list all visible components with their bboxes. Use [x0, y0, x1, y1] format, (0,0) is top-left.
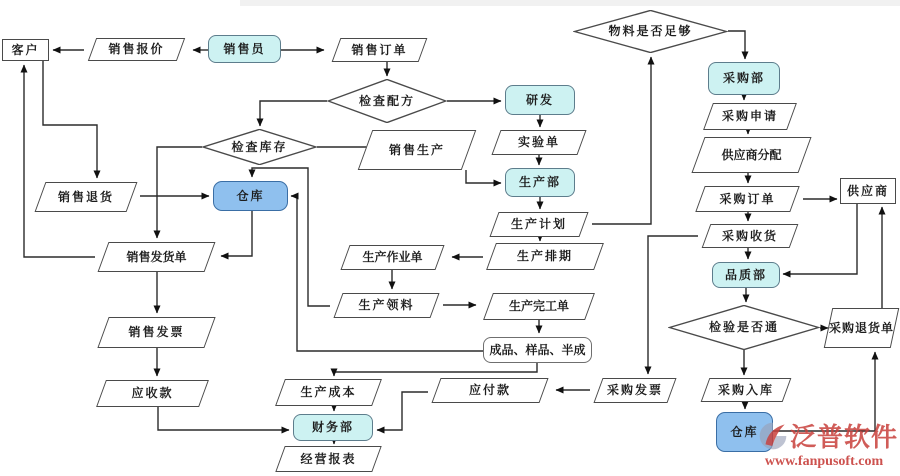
node-label: 采购收货 [721, 228, 778, 243]
watermark-brand: 泛普软件 [789, 423, 898, 453]
node-warehouse-1 [213, 181, 288, 211]
node-production-job [337, 245, 448, 270]
node-label: 采购发票 [606, 383, 663, 398]
node-label: 采购入库 [717, 382, 774, 397]
node-label: 检查库存 [231, 139, 288, 154]
watermark [750, 417, 898, 470]
node-production-dept [505, 168, 575, 197]
node-production-finish [480, 293, 598, 320]
node-label: 销售报价 [108, 42, 165, 57]
node-purchase-return [823, 308, 900, 348]
node-production-schedule [483, 243, 607, 270]
node-purchase-order [692, 186, 803, 212]
node-label: 供应商分配 [721, 147, 782, 162]
node-finished-goods [483, 337, 592, 363]
node-lab-sheet [488, 130, 590, 155]
node-label: 销售生产 [388, 142, 445, 157]
node-label: 销售订单 [351, 42, 408, 57]
node-label: 应付款 [468, 383, 511, 398]
node-label: 采购订单 [719, 191, 776, 206]
node-label: 物料是否足够 [608, 24, 693, 39]
node-label: 财务部 [311, 420, 354, 435]
node-customer [2, 39, 49, 61]
node-rd-dept [505, 85, 575, 115]
node-label: 生产完工单 [508, 299, 569, 314]
node-label: 实验单 [517, 135, 560, 150]
node-label: 生产作业单 [362, 250, 423, 265]
fanpu-logo-icon [758, 421, 788, 451]
node-payable [428, 378, 552, 403]
node-label: 检验是否通 [708, 320, 779, 335]
node-label: 采购退货单 [828, 320, 894, 335]
node-label: 销售发货单 [126, 249, 187, 264]
node-purchase-request [700, 103, 800, 130]
node-label: 研发 [525, 92, 554, 107]
node-salesman [208, 35, 281, 63]
node-purchase-instock [697, 378, 795, 402]
node-sales-invoice [95, 317, 218, 348]
node-sales-production [357, 130, 477, 170]
node-label: 生产排期 [516, 249, 573, 264]
node-label: 采购部 [722, 71, 765, 86]
node-check-formula [327, 79, 447, 123]
node-label: 仓库 [730, 424, 759, 439]
node-purchase-dept [708, 62, 780, 95]
node-label: 供应商 [846, 183, 889, 198]
node-label: 检查配方 [358, 93, 415, 108]
node-label: 生产计划 [510, 217, 567, 232]
watermark-url: www.fanpusoft.com [764, 454, 884, 469]
node-label: 生产部 [518, 175, 561, 190]
node-supplier-alloc [690, 137, 813, 173]
node-label: 仓库 [236, 188, 265, 203]
node-production-cost [272, 379, 385, 406]
node-label: 销售退货 [57, 189, 114, 204]
node-sales-return [32, 182, 140, 212]
node-label: 品质部 [724, 267, 767, 282]
node-production-pick [330, 293, 443, 318]
node-label: 客户 [11, 42, 40, 57]
node-receivable [93, 380, 212, 407]
node-label: 销售员 [223, 41, 266, 56]
node-label: 经营报表 [300, 451, 357, 466]
node-sales-quote [84, 38, 189, 61]
node-label: 销售发票 [128, 325, 185, 340]
node-label: 成品、样品、半成 [489, 342, 586, 357]
node-quality-dept [712, 262, 780, 288]
node-purchase-invoice [590, 378, 680, 403]
node-label: 生产领料 [358, 298, 415, 313]
node-label: 应收款 [131, 386, 174, 401]
node-production-plan [486, 212, 592, 237]
node-label: 生产成本 [300, 385, 357, 400]
node-material-enough [573, 10, 728, 53]
node-check-stock [202, 129, 317, 165]
node-business-report [272, 446, 385, 472]
node-sales-delivery [95, 242, 218, 272]
node-sales-order [328, 38, 431, 62]
node-inspection-pass [668, 305, 820, 350]
node-finance-dept [293, 414, 373, 441]
node-supplier [840, 178, 896, 204]
node-purchase-receive [698, 224, 802, 248]
node-label: 采购申请 [721, 109, 778, 124]
